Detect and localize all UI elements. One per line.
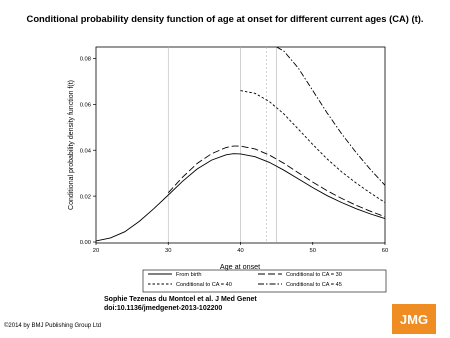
chart-title: Conditional probability density function of age at onset for different current ages (CA) (t). — [26, 13, 424, 24]
citation — [104, 295, 257, 313]
y-tick-label: 0.02 — [79, 194, 91, 201]
x-tick-label: 60 — [381, 248, 389, 254]
x-tick-label: 40 — [237, 248, 244, 254]
y-axis-label: Conditional probability density function f(t) — [68, 80, 75, 210]
y-tick-label: 0.08 — [79, 56, 91, 63]
y-axis — [80, 57, 96, 247]
legend-label: From birth — [176, 272, 202, 278]
series-line — [241, 91, 386, 203]
legend-label: Conditional to CA = 30 — [286, 272, 342, 278]
citation-authors: Sophie Tezenas du Montcel et al. J Med Genet — [104, 296, 257, 303]
copyright-text: ©2014 by BMJ Publishing Group Ltd — [4, 323, 102, 329]
x-axis — [93, 242, 388, 254]
x-tick-label: 20 — [92, 248, 100, 254]
x-tick-label: 50 — [309, 248, 316, 254]
legend-label: Conditional to CA = 45 — [286, 282, 342, 288]
citation-doi: doi:10.1136/jmedgenet-2013-102200 — [104, 305, 223, 312]
legend — [148, 272, 342, 288]
series-line — [277, 47, 385, 185]
y-tick-label: 0.04 — [79, 148, 91, 155]
jmg-logo: JMG — [392, 304, 436, 334]
x-axis-label: Age at onset — [219, 262, 261, 271]
y-tick-label: 0.06 — [79, 102, 91, 109]
legend-label: Conditional to CA = 40 — [176, 282, 232, 288]
y-tick-label: 0.00 — [79, 240, 91, 247]
reference-lines — [168, 47, 276, 242]
x-tick-label: 30 — [165, 248, 172, 254]
